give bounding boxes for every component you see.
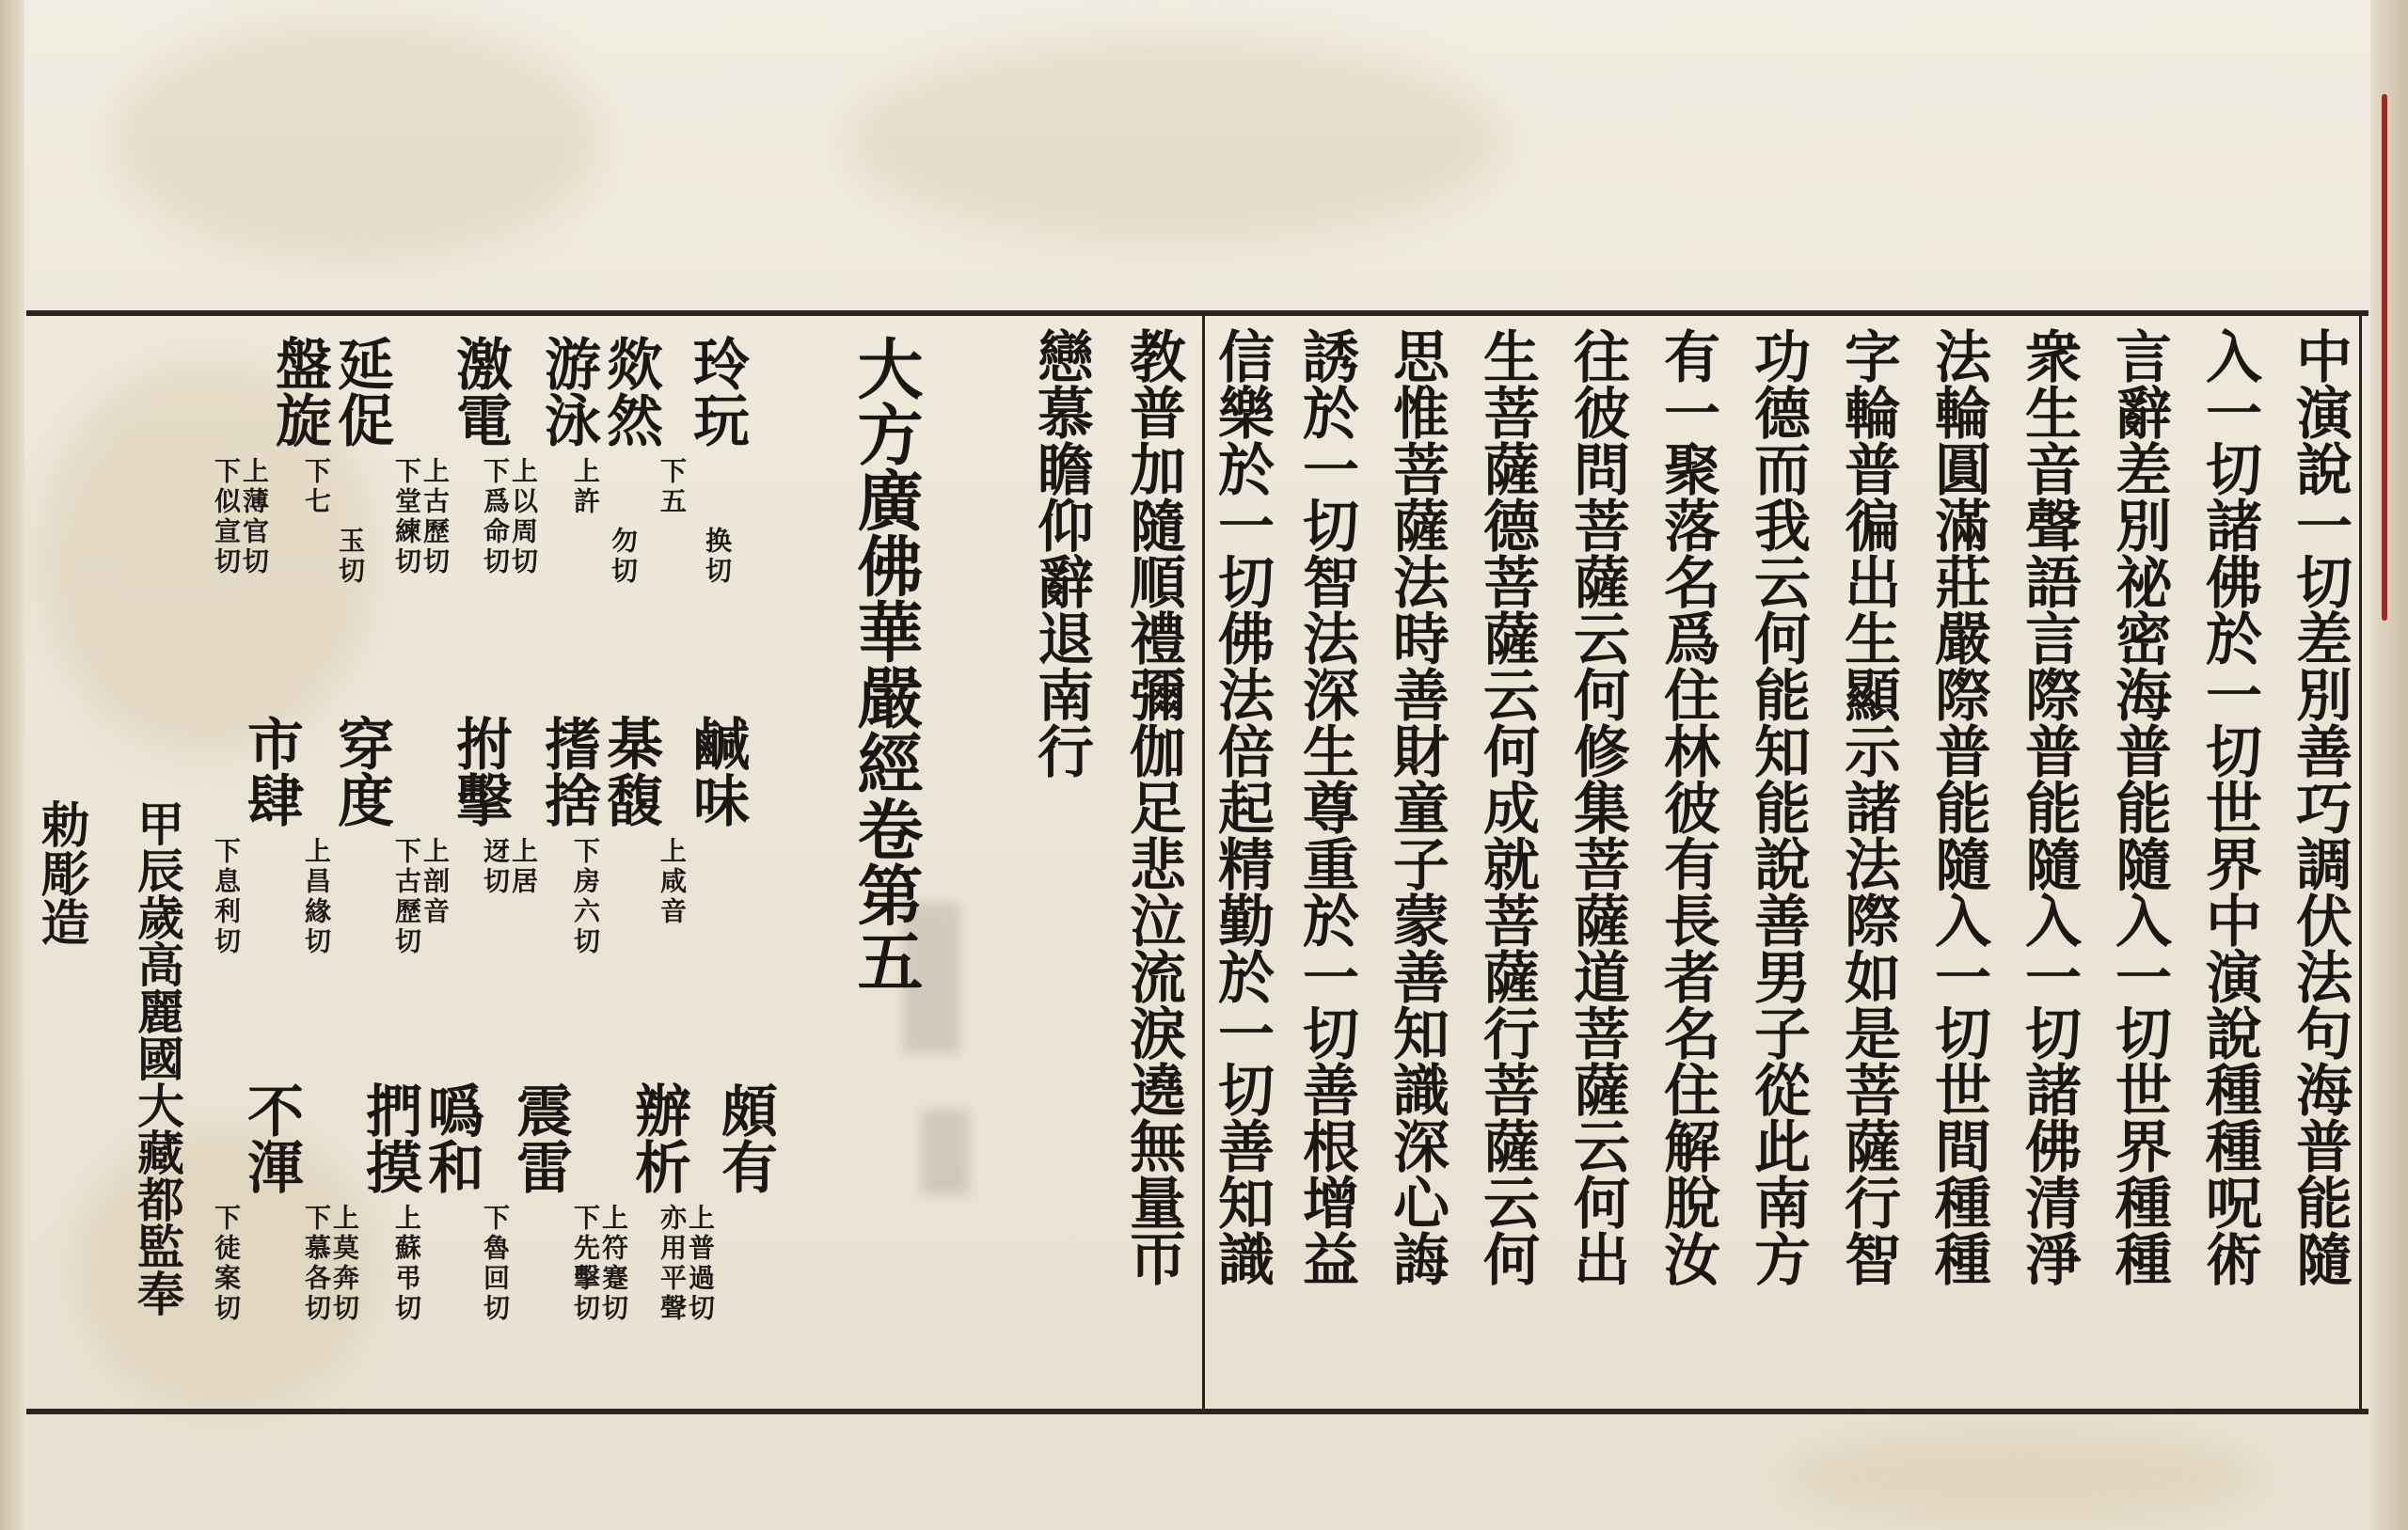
right-border-line — [2359, 314, 2362, 1411]
paper-stain — [113, 19, 602, 263]
volume-title: 大方廣佛華嚴經卷第五 — [847, 335, 925, 993]
sutra-column-8: 有一聚落名爲住林彼有長者名住解脫汝 — [1655, 327, 1720, 1286]
glossary-entry — [391, 335, 513, 577]
glossary-term: 盤旋 — [266, 335, 332, 448]
left-page-edge — [0, 0, 24, 1530]
binding-thread — [2382, 94, 2387, 621]
sutra-column-1: 中演說一切差別善巧調伏法句海普能隨 — [2287, 327, 2353, 1286]
glossary-entry — [211, 335, 332, 577]
glossary-note: 下堂練切 — [391, 457, 422, 577]
sutra-column-4: 衆生音聲語言際普能隨入一切諸佛清淨 — [2016, 327, 2082, 1286]
glossary-note: 上剖音 — [420, 837, 451, 927]
glossary-note: 下似宣切 — [211, 457, 242, 577]
glossary-entry — [211, 715, 304, 957]
glossary-note: 上咸音 — [657, 837, 688, 927]
glossary-entry — [301, 715, 394, 957]
glossary-note: 上古歷切 — [420, 457, 451, 577]
glossary-note: 换切 — [702, 527, 733, 587]
glossary-term: 不渾 — [238, 1081, 304, 1194]
glossary-note: 下先擊切 — [570, 1204, 601, 1324]
glossary-note: 上莫奔切 — [329, 1204, 360, 1324]
ink-smudge — [922, 1110, 969, 1194]
sutra-column-6: 字輪普徧出生顯示諸法際如是菩薩行智 — [1835, 327, 1901, 1286]
glossary-note: 玉切 — [335, 527, 366, 587]
glossary-note: 下爲命切 — [480, 457, 511, 577]
glossary-entry — [657, 715, 750, 927]
glossary-note: 迓切 — [480, 837, 511, 897]
glossary-term: 市肆 — [238, 715, 304, 828]
section-divider-line — [1202, 314, 1205, 1411]
bottom-border-line — [26, 1409, 2368, 1414]
colophon-order-line: 勅彫造 — [32, 799, 89, 946]
paper-stain — [847, 38, 1505, 244]
glossary-note: 上符蹇切 — [598, 1204, 629, 1324]
colophon-date-line: 甲辰歲高麗國大藏都監奉 — [130, 799, 185, 1317]
glossary-entry — [657, 335, 750, 517]
sutra-column-9: 往彼問菩薩云何修集菩薩道菩薩云何出 — [1564, 327, 1630, 1286]
glossary-entry — [480, 1081, 573, 1324]
glossary-note: 上薄官切 — [239, 457, 270, 577]
glossary-term: 游泳 — [535, 335, 601, 448]
glossary-term: 噅和 — [419, 1081, 484, 1194]
glossary-entry — [211, 1081, 304, 1324]
glossary-note: 上蘇弔切 — [391, 1204, 422, 1324]
glossary-entry — [391, 715, 513, 957]
sutra-column-3: 言辭差別祕密海普能隨入一切世界種種 — [2106, 327, 2172, 1286]
sutra-column-7: 功德而我云何能知能說善男子從此南方 — [1745, 327, 1811, 1286]
glossary-note: 下房六切 — [570, 837, 601, 957]
glossary-term: 延促 — [328, 335, 394, 448]
sutra-column-13: 信樂於一切佛法倍起精勤於一切善知識 — [1209, 327, 1275, 1286]
glossary-term: 玲玩 — [684, 335, 750, 448]
sutra-column-12: 誘於一切智法深生尊重於一切善根增益 — [1293, 327, 1359, 1286]
sutra-column-2: 入一切諸佛於一切世界中演說種種呪術 — [2196, 327, 2262, 1286]
glossary-term: 激電 — [447, 335, 513, 448]
sutra-column-11: 思惟菩薩法時善財童子蒙善知識深心誨 — [1384, 327, 1450, 1286]
glossary-note: 上昌緣切 — [301, 837, 332, 957]
glossary-term: 拊擊 — [447, 715, 513, 828]
top-border-line — [26, 310, 2368, 316]
glossary-note: 勿切 — [608, 527, 639, 587]
glossary-note: 上普過切 — [685, 1204, 716, 1324]
glossary-note: 下魯回切 — [480, 1204, 511, 1324]
sutra-column-10: 生菩薩德菩薩云何成就菩薩行菩薩云何 — [1474, 327, 1540, 1286]
glossary-term: 搘捨 — [535, 715, 601, 828]
glossary-note: 下五 — [657, 457, 688, 517]
glossary-note: 下七 — [301, 457, 332, 517]
sutra-column-14: 教普加隨順禮彌伽足悲泣流淚遶無量帀 — [1120, 327, 1186, 1286]
glossary-note: 下古歷切 — [391, 837, 422, 957]
glossary-note: 下息利切 — [211, 837, 242, 957]
glossary-term: 頗有 — [712, 1081, 778, 1194]
paper-stain — [1787, 1429, 2258, 1523]
sutra-column-15: 戀慕瞻仰辭退南行 — [1028, 327, 1094, 779]
glossary-note: 下慕各切 — [301, 1204, 332, 1324]
glossary-term: 鹹味 — [684, 715, 750, 828]
glossary-term: 捫摸 — [356, 1081, 422, 1194]
glossary-note: 上居 — [508, 837, 539, 897]
glossary-term: 棊馥 — [597, 715, 663, 828]
glossary-term: 穿度 — [328, 715, 394, 828]
glossary-term: 震雷 — [507, 1081, 573, 1194]
glossary-note: 上以周切 — [508, 457, 539, 577]
glossary-entry — [301, 1081, 422, 1324]
sutra-column-5: 法輪圓滿莊嚴際普能隨入一切世間種種 — [1925, 327, 1991, 1286]
glossary-term: 欻然 — [597, 335, 663, 448]
glossary-note: 亦用平聲 — [657, 1204, 688, 1324]
right-binding-edge — [2370, 0, 2408, 1530]
glossary-note: 上許 — [570, 457, 601, 517]
glossary-entry — [570, 1081, 691, 1324]
glossary-note: 下徒案切 — [211, 1204, 242, 1324]
glossary-term: 辦析 — [626, 1081, 691, 1194]
